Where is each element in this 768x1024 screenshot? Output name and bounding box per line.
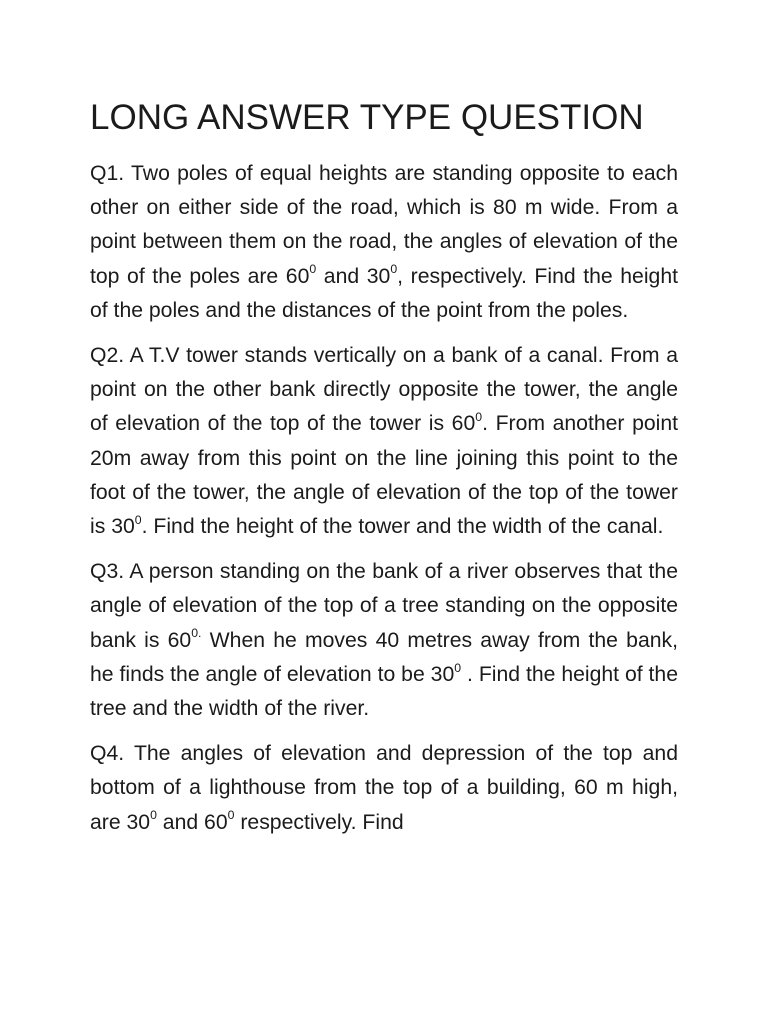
question-2 [90,339,678,544]
question-2-text: Q2. A T.V tower stands vertically on a bank of a canal. From a point on the other bank directly opposite the tower, the angle of elevation of the top of the tower is 60 [90,344,678,436]
degree-superscript: 0 [309,262,317,277]
question-4-text: and 60 [156,810,228,834]
question-4 [90,737,678,840]
question-3-text: When he moves 40 metres away from the bank, he finds the angle of elevation to be 30 [90,628,678,686]
question-4-text: respectively. Find [234,810,404,834]
degree-superscript: 0 [150,808,157,823]
page-title: LONG ANSWER TYPE QUESTION [90,98,644,137]
question-3-text: Q3. A person standing on the bank of a river observes that the angle of elevation of the top of a tree standing on the opposite bank is 60 [90,560,678,652]
degree-superscript: 0. [191,626,202,641]
degree-superscript: 0 [134,512,142,527]
question-4-text: Q4. The angles of elevation and depression of the top and bottom of a lighthouse from the top of a building, 60 m high, are 30 [90,742,678,834]
degree-superscript: 0 [454,660,462,675]
degree-superscript: 0 [227,808,235,823]
question-3 [90,555,678,726]
question-1 [90,157,678,328]
degree-superscript: 0 [390,262,398,277]
question-1-text: Q1. Two poles of equal heights are standing opposite to each other on either side of the road, which is 80 m wide. From a point between them on the road, the angles of elevation of the top of the poles are 60 [90,162,678,288]
question-2-text: . From another point 20m away from this point on the line joining this point to the foot of the tower, the angle of elevation of the top of the tower is 30 [90,412,679,539]
question-2-text: . Find the height of the tower and the width of the canal. [141,515,664,539]
degree-superscript: 0 [475,410,483,425]
question-1-text: , respectively. Find the height of the poles and the distances of the point from the poles. [90,264,678,322]
question-1-text: and 30 [316,264,391,288]
question-3-text: . Find the height of the tree and the width of the river. [90,662,679,721]
